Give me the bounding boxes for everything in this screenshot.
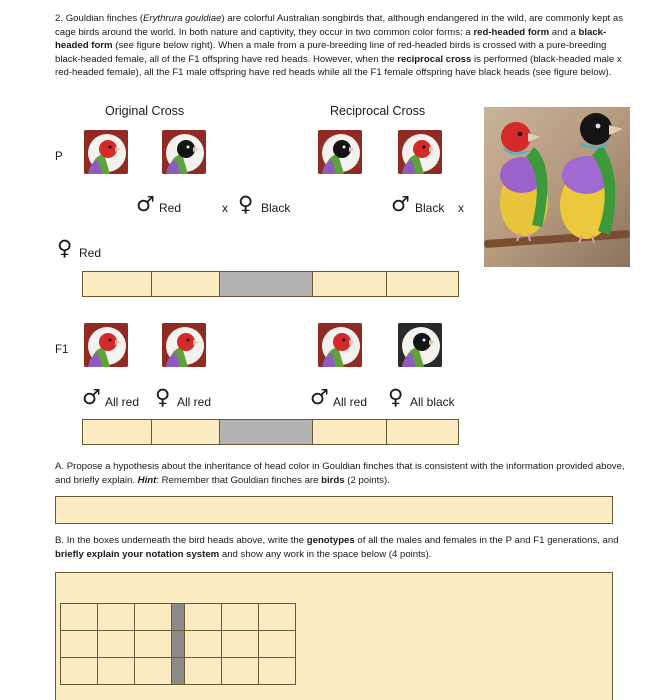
recip-female-phenotype: Red	[79, 246, 102, 260]
f1-orig-female-phenotype: All red	[177, 395, 212, 409]
female-symbol: ♀	[238, 192, 254, 216]
red-form-term: red-headed form	[473, 26, 550, 38]
cross-symbol: x	[222, 201, 228, 215]
notation-term: briefly explain your notation system	[55, 548, 220, 560]
grid-cell[interactable]	[222, 631, 259, 658]
cross-symbol: x	[458, 201, 464, 215]
grid-cell[interactable]	[61, 631, 98, 658]
grid-row	[61, 658, 296, 685]
grid-cell[interactable]	[259, 631, 296, 658]
grid-cell[interactable]	[259, 658, 296, 685]
grid-separator	[172, 604, 185, 631]
grid-cell[interactable]	[98, 604, 135, 631]
grid-cell[interactable]	[135, 604, 172, 631]
f1-orig-male-phenotype: All red	[105, 395, 140, 409]
punnett-grid	[60, 603, 296, 685]
genotype-box[interactable]	[313, 272, 387, 296]
separator	[220, 420, 313, 444]
genotype-box[interactable]	[152, 272, 220, 296]
grid-cell[interactable]	[185, 604, 222, 631]
grid-cell[interactable]	[61, 658, 98, 685]
grid-cell[interactable]	[185, 658, 222, 685]
red-headed-bird-image	[398, 130, 442, 174]
genotypes-term: genotypes	[306, 535, 355, 546]
grid-row	[61, 631, 296, 658]
male-symbol: ♂	[82, 385, 101, 409]
part-a-question: A. Propose a hypothesis about the inheritance of head color in Gouldian finches that is consistent with the information provided above, and briefly explain. Hint: Remember that Gouldian finches are birds (2 points).	[55, 461, 625, 486]
red-headed-bird-image	[318, 323, 362, 367]
f1-generation-label: F1	[55, 344, 69, 356]
female-symbol: ♀	[155, 385, 171, 409]
grid-cell[interactable]	[135, 658, 172, 685]
black-form-term: black-headed form	[55, 26, 607, 52]
genotype-box[interactable]	[313, 420, 387, 444]
original-cross-header: Original Cross	[105, 104, 185, 118]
f1-recip-male-phenotype: All red	[333, 395, 368, 409]
grid-row	[61, 604, 296, 631]
male-symbol: ♂	[391, 192, 410, 216]
grid-cell[interactable]	[222, 604, 259, 631]
grid-cell[interactable]	[135, 631, 172, 658]
gouldian-finch-photo	[484, 107, 630, 267]
grid-separator	[172, 658, 185, 685]
orig-female-phenotype: Black	[261, 201, 291, 215]
hint-label: Hint	[137, 474, 157, 486]
part-b-answer-box[interactable]	[55, 572, 613, 700]
red-headed-bird-image	[162, 323, 206, 367]
black-headed-bird-image	[318, 130, 362, 174]
grid-cell[interactable]	[61, 604, 98, 631]
p-generation-label: P	[55, 151, 63, 163]
red-headed-bird-image	[84, 323, 128, 367]
black-headed-bird-image	[162, 130, 206, 174]
species-name: Erythrura gouldiae	[143, 13, 222, 24]
p-genotype-row	[82, 271, 459, 297]
reciprocal-cross-header: Reciprocal Cross	[330, 104, 426, 118]
part-a-answer-box[interactable]	[55, 496, 613, 524]
grid-cell[interactable]	[98, 658, 135, 685]
black-headed-bird-image	[398, 323, 442, 367]
female-symbol: ♀	[57, 236, 73, 260]
grid-cell[interactable]	[222, 658, 259, 685]
f1-genotype-row	[82, 419, 459, 445]
grid-cell[interactable]	[185, 631, 222, 658]
male-symbol: ♂	[136, 192, 155, 216]
genotype-box[interactable]	[387, 420, 458, 444]
genotype-box[interactable]	[83, 272, 152, 296]
f1-recip-female-phenotype: All black	[410, 395, 455, 409]
genotype-box[interactable]	[387, 272, 458, 296]
genotype-box[interactable]	[152, 420, 220, 444]
grid-cell[interactable]	[259, 604, 296, 631]
orig-male-phenotype: Red	[159, 201, 182, 215]
separator	[220, 272, 313, 296]
question-intro: 2. Gouldian finches (Erythrura gouldiae) are colorful Australian songbirds that, although endangered in the wild, are commonly kept as cage birds around the world. In both nature and captivity, they occur in two common color forms: a red-headed form and a black-headed form (see figure below right). When a male from a pure-breeding line of red-headed birds is crossed with a pure-breeding black-headed female, all of the F1 offspring have red heads. However, when the reciprocal cross is performed (black-headed male x red-headed female), all the F1 male offspring have red heads while all the F1 female offspring have black heads (see figure below).	[55, 13, 623, 79]
recip-male-phenotype: Black	[415, 201, 445, 215]
grid-separator	[172, 631, 185, 658]
female-symbol: ♀	[388, 385, 404, 409]
genotype-box[interactable]	[83, 420, 152, 444]
part-b-question: B. In the boxes underneath the bird heads above, write the genotypes of all the males and females in the P and F1 generations, and briefly explain your notation system and show any work in the space below (4 points).	[55, 535, 619, 560]
reciprocal-term: reciprocal cross	[397, 53, 472, 65]
male-symbol: ♂	[310, 385, 329, 409]
red-headed-bird-image	[84, 130, 128, 174]
birds-term: birds	[321, 474, 345, 486]
grid-cell[interactable]	[98, 631, 135, 658]
